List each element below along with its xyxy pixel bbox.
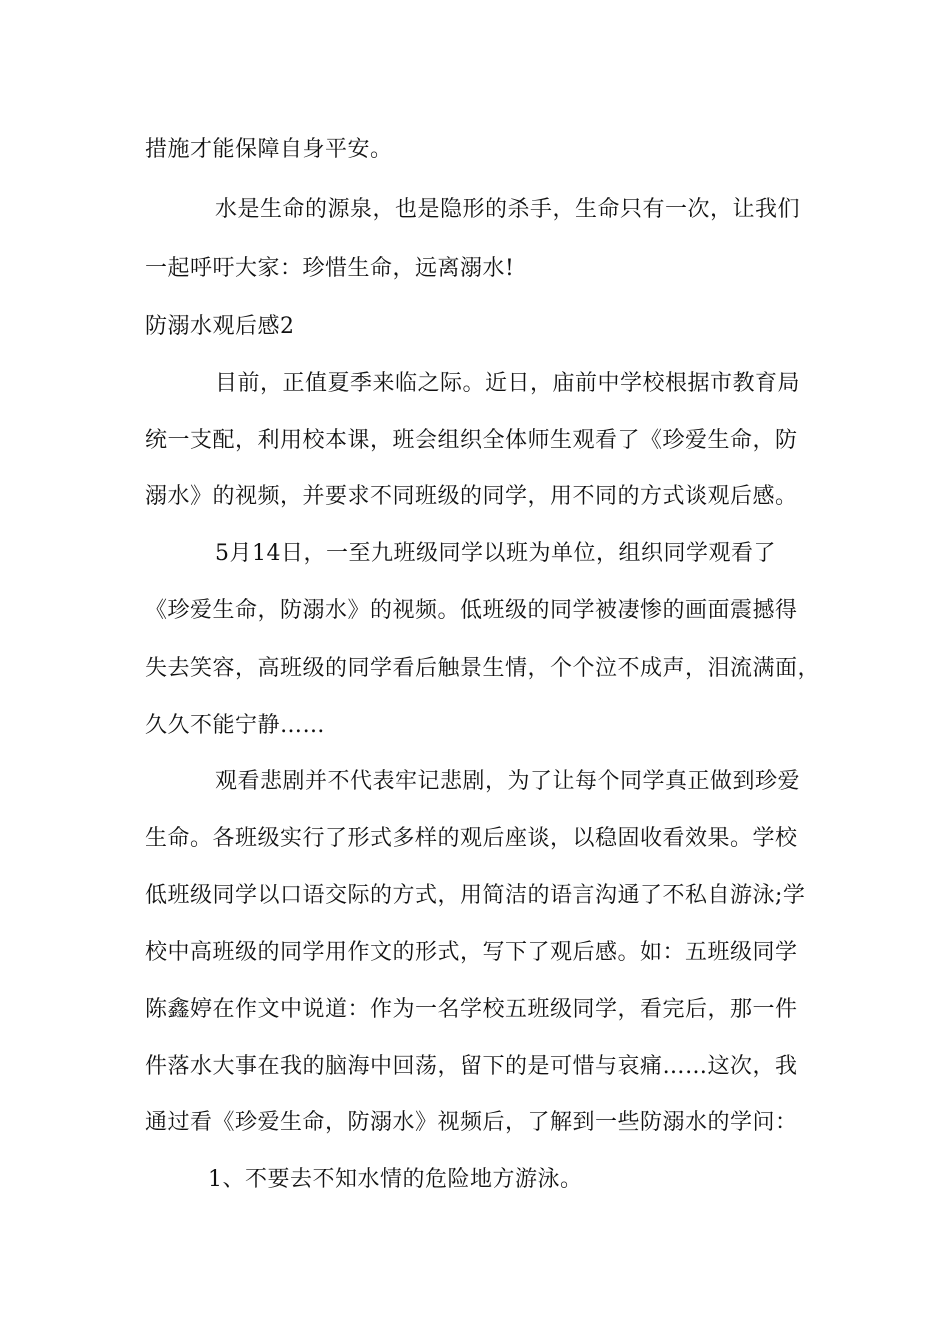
text-line: 件落水大事在我的脑海中回荡，留下的是可惜与哀痛……这次，我 (145, 1054, 798, 1079)
text-line: 观看悲剧并不代表牢记悲剧，为了让每个同学真正做到珍爱 (215, 769, 801, 794)
text-line: 通过看《珍爱生命，防溺水》视频后，了解到一些防溺水的学问： (145, 1110, 798, 1135)
text-line: 久久不能宁静…… (145, 713, 326, 738)
text-line: 溺水》的视频，并要求不同班级的同学，用不同的方式谈观后感。 (145, 484, 798, 509)
text-line: 5月14日，一至九班级同学以班为单位，组织同学观看了 (215, 541, 776, 566)
text-line: 水是生命的源泉，也是隐形的杀手，生命只有一次，让我们 (215, 197, 801, 222)
text-line: 一起呼吁大家：珍惜生命，远离溺水! (145, 256, 515, 281)
text-line: 低班级同学以口语交际的方式，用简洁的语言沟通了不私自游泳;学 (145, 883, 806, 908)
text-line: 《珍爱生命，防溺水》的视频。低班级的同学被凄惨的画面震撼得 (145, 598, 798, 623)
text-line: 陈鑫婷在作文中说道：作为一名学校五班级同学，看完后，那一件 (145, 997, 798, 1022)
text-line: 措施才能保障自身平安。 (145, 137, 393, 162)
text-line: 校中高班级的同学用作文的形式，写下了观后感。如：五班级同学 (145, 940, 798, 965)
text-line: 生命。各班级实行了形式多样的观后座谈，以稳固收看效果。学校 (145, 826, 798, 851)
text-line: 目前，正值夏季来临之际。近日，庙前中学校根据市教育局 (215, 371, 801, 396)
text-line: 失去笑容，高班级的同学看后触景生情，个个泣不成声，泪流满面， (145, 656, 821, 681)
text-line: 统一支配，利用校本课，班会组织全体师生观看了《珍爱生命，防 (145, 428, 798, 453)
list-item: 1、不要去不知水情的危险地方游泳。 (208, 1167, 583, 1192)
section-heading: 防溺水观后感2 (145, 314, 295, 339)
